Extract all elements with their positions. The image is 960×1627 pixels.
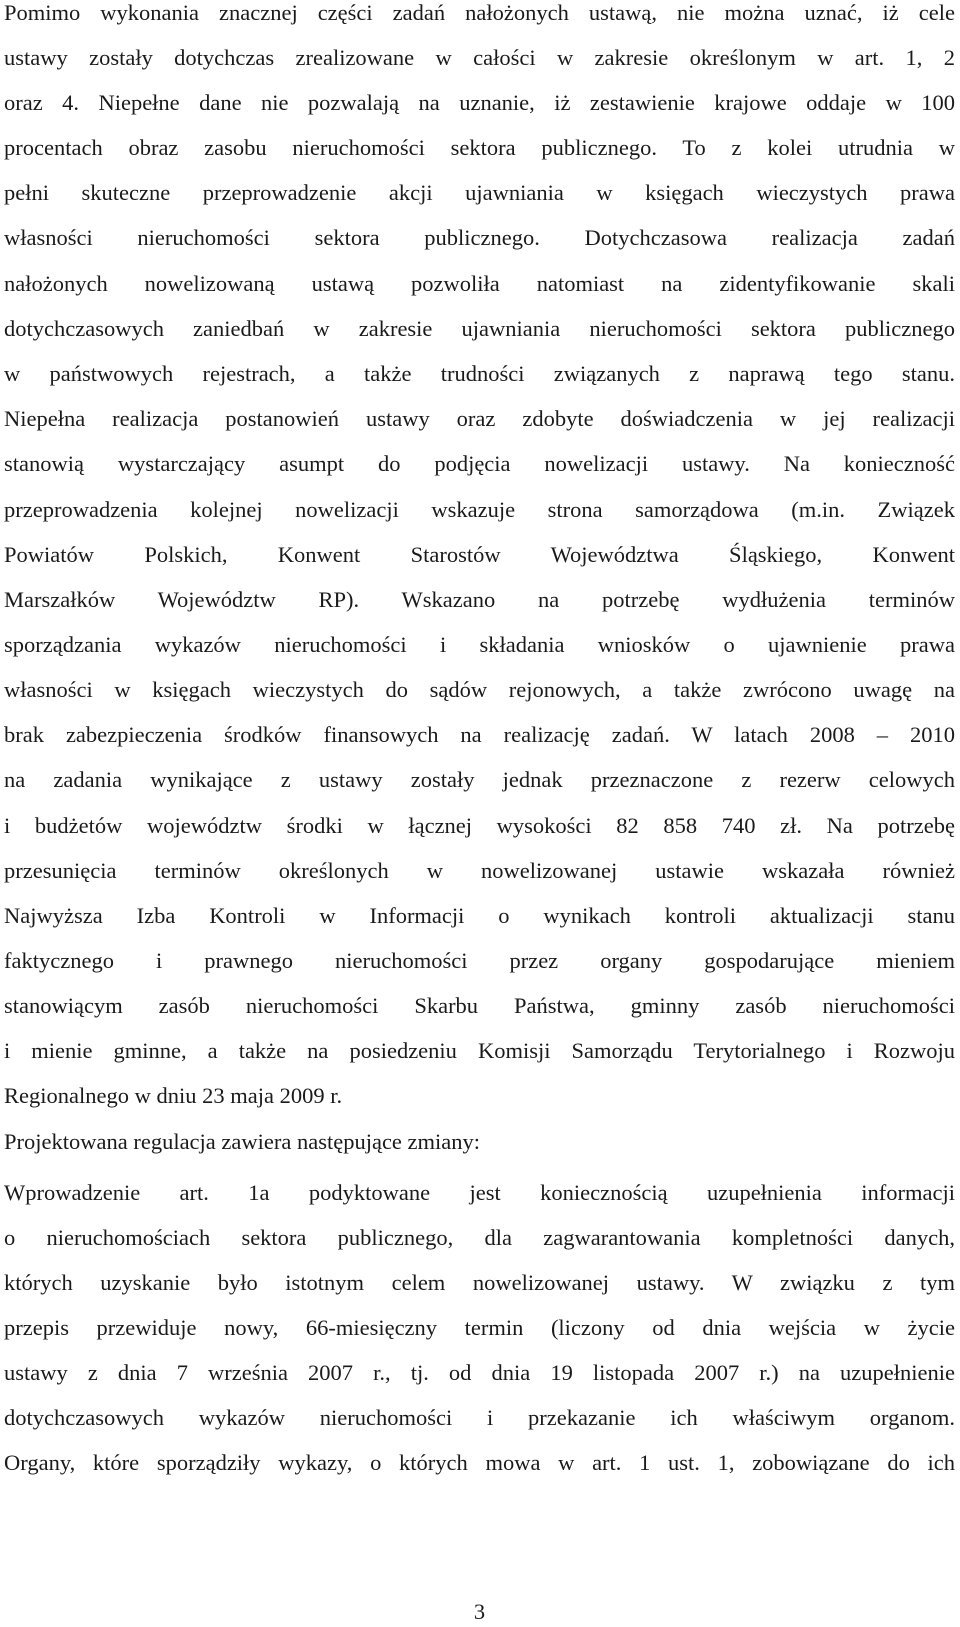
text-line: własności w księgach wieczystych do sądów rejonowych, a także zwrócono uwagę na — [4, 677, 955, 702]
text-line: stanowiącym zasób nieruchomości Skarbu Państwa, gminny zasób nieruchomości — [4, 993, 955, 1018]
text-line: dotychczasowych zaniedbań w zakresie ujawniania nieruchomości sektora publicznego — [4, 316, 955, 341]
text-line: stanowią wystarczający asumpt do podjęcia nowelizacji ustawy. Na konieczność — [4, 451, 955, 476]
text-line: przepis przewiduje nowy, 66-miesięczny termin (liczony od dnia wejścia w życie — [4, 1315, 955, 1340]
text-line: ustawy zostały dotychczas zrealizowane w całości w zakresie określonym w art. 1, 2 — [4, 45, 955, 70]
text-line: Pomimo wykonania znacznej części zadań nałożonych ustawą, nie można uznać, iż cele — [4, 0, 955, 25]
text-line: Marszałków Województw RP). Wskazano na potrzebę wydłużenia terminów — [4, 587, 955, 612]
text-line: oraz 4. Niepełne dane nie pozwalają na uznanie, iż zestawienie krajowe oddaje w 100 — [4, 90, 955, 115]
text-line: nałożonych nowelizowaną ustawą pozwoliła natomiast na zidentyfikowanie skali — [4, 271, 955, 296]
text-line: własności nieruchomości sektora publicznego. Dotychczasowa realizacja zadań — [4, 225, 955, 250]
text-line: o nieruchomościach sektora publicznego, dla zagwarantowania kompletności danych, — [4, 1225, 955, 1250]
page-number: 3 — [473, 1599, 486, 1624]
text-line: których uzyskanie było istotnym celem nowelizowanej ustawy. W związku z tym — [4, 1270, 955, 1295]
text-line: Regionalnego w dniu 23 maja 2009 r. — [4, 1083, 343, 1108]
text-line: faktycznego i prawnego nieruchomości przez organy gospodarujące mieniem — [4, 948, 955, 973]
text-line: Wprowadzenie art. 1a podyktowane jest koniecznością uzupełnienia informacji — [4, 1180, 955, 1205]
text-line: na zadania wynikające z ustawy zostały jednak przeznaczone z rezerw celowych — [4, 767, 955, 792]
text-line: Najwyższa Izba Kontroli w Informacji o wynikach kontroli aktualizacji stanu — [4, 903, 955, 928]
text-line: i mienie gminne, a także na posiedzeniu Komisji Samorządu Terytorialnego i Rozwoju — [4, 1038, 955, 1063]
text-line: procentach obraz zasobu nieruchomości sektora publicznego. To z kolei utrudnia w — [4, 135, 955, 160]
text-line: i budżetów województw środki w łącznej wysokości 82 858 740 zł. Na potrzebę — [4, 813, 955, 838]
text-line: dotychczasowych wykazów nieruchomości i przekazanie ich właściwym organom. — [4, 1405, 955, 1430]
text-line: Projektowana regulacja zawiera następujące zmiany: — [4, 1129, 481, 1154]
text-line: sporządzania wykazów nieruchomości i składania wniosków o ujawnienie prawa — [4, 632, 955, 657]
document-page — [4, 0, 960, 1623]
text-line: Powiatów Polskich, Konwent Starostów Województwa Śląskiego, Konwent — [4, 542, 955, 567]
text-line: pełni skuteczne przeprowadzenie akcji ujawniania w księgach wieczystych prawa — [4, 180, 955, 205]
text-line: przesunięcia terminów określonych w nowelizowanej ustawie wskazała również — [4, 858, 955, 883]
text-line: Niepełna realizacja postanowień ustawy oraz zdobyte doświadczenia w jej realizacji — [4, 406, 955, 431]
text-line: ustawy z dnia 7 września 2007 r., tj. od dnia 19 listopada 2007 r.) na uzupełnienie — [4, 1360, 955, 1385]
text-line: brak zabezpieczenia środków finansowych na realizację zadań. W latach 2008 – 2010 — [4, 722, 955, 747]
text-line: przeprowadzenia kolejnej nowelizacji wskazuje strona samorządowa (m.in. Związek — [4, 497, 955, 522]
text-line: w państwowych rejestrach, a także trudności związanych z naprawą tego stanu. — [4, 361, 955, 386]
text-line: Organy, które sporządziły wykazy, o których mowa w art. 1 ust. 1, zobowiązane do ich — [4, 1450, 955, 1475]
